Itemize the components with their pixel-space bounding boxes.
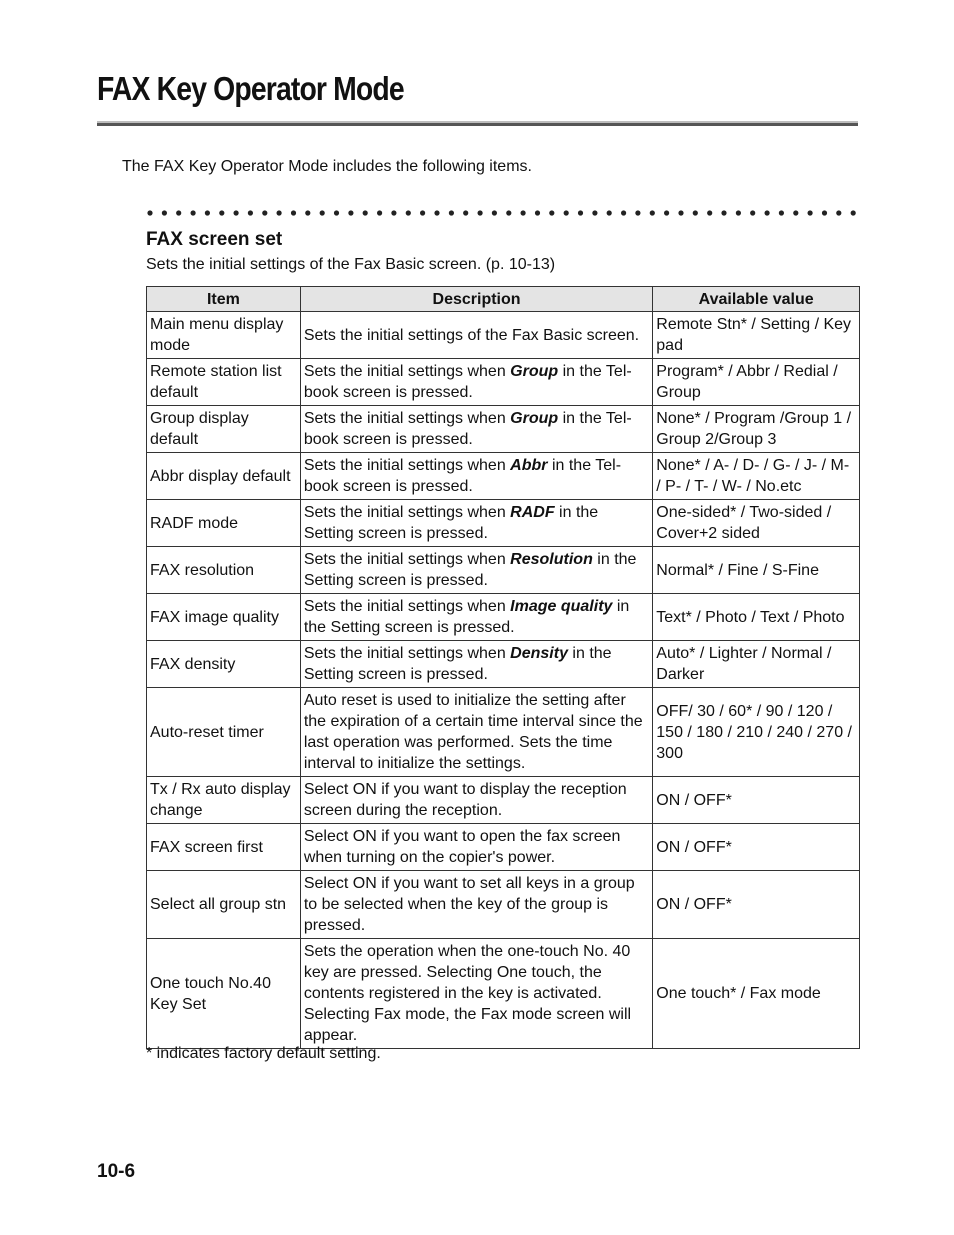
intro-text: The FAX Key Operator Mode includes the following items. bbox=[122, 158, 532, 175]
cell-item: FAX image quality bbox=[147, 594, 301, 641]
description-text: Sets the initial settings when bbox=[303, 645, 511, 662]
description-text: Sets the initial settings of the Fax Basic screen. bbox=[303, 326, 640, 344]
cell-item: Remote station list default bbox=[147, 359, 301, 406]
separator-dot bbox=[736, 210, 741, 215]
separator-dot bbox=[348, 210, 353, 215]
separator-dot bbox=[506, 210, 511, 215]
separator-dot bbox=[277, 210, 282, 215]
description-text: Select ON if you want to display the reception screen during the reception. bbox=[303, 781, 627, 819]
cell-item: Tx / Rx auto display change bbox=[147, 777, 301, 824]
separator-dot bbox=[248, 210, 253, 215]
page-number: 10-6 bbox=[97, 1161, 136, 1182]
description-text: in the Setting screen is pressed. bbox=[303, 504, 599, 542]
separator-dot bbox=[549, 210, 554, 215]
cell-item: FAX screen first bbox=[147, 824, 301, 871]
table-row bbox=[147, 312, 860, 359]
table-row bbox=[147, 547, 860, 594]
cell-available-value: ON / OFF* bbox=[653, 871, 860, 939]
separator-dot bbox=[793, 210, 798, 215]
separator-dot bbox=[219, 210, 224, 215]
cell-available-value: One-sided* / Two-sided / Cover+2 sided bbox=[653, 500, 860, 547]
cell-description bbox=[300, 500, 652, 547]
separator-dot bbox=[693, 210, 698, 215]
cell-description bbox=[300, 312, 652, 359]
description-text: in the Tel-book screen is pressed. bbox=[303, 457, 622, 495]
separator-dot bbox=[478, 210, 483, 215]
header-description: Description bbox=[300, 287, 652, 312]
separator-dot bbox=[305, 210, 310, 215]
dotted-separator bbox=[146, 209, 858, 217]
table-row bbox=[147, 594, 860, 641]
description-text: Sets the initial settings when bbox=[303, 551, 511, 568]
description-text: Sets the initial settings when bbox=[303, 457, 511, 474]
title-rule bbox=[97, 121, 858, 126]
cell-available-value: One touch* / Fax mode bbox=[653, 939, 860, 1049]
cell-description bbox=[300, 824, 652, 871]
description-key-name: Resolution bbox=[510, 551, 593, 568]
separator-dot bbox=[391, 210, 396, 215]
table-row bbox=[147, 500, 860, 547]
settings-table bbox=[146, 286, 860, 1049]
separator-dot bbox=[564, 210, 569, 215]
separator-dot bbox=[234, 210, 239, 215]
separator-dot bbox=[822, 210, 827, 215]
description-text: in the Tel-book screen is pressed. bbox=[303, 410, 632, 448]
separator-dot bbox=[650, 210, 655, 215]
separator-dot bbox=[320, 210, 325, 215]
description-text: Sets the initial settings when bbox=[303, 598, 511, 615]
separator-dot bbox=[721, 210, 726, 215]
description-key-name: Group bbox=[510, 410, 559, 427]
page-title: FAX Key Operator Mode bbox=[97, 70, 404, 107]
description-text: in the Tel-book screen is pressed. bbox=[303, 363, 632, 401]
cell-available-value: None* / Program /Group 1 / Group 2/Group 3 bbox=[653, 406, 860, 453]
separator-dot bbox=[750, 210, 755, 215]
description-text: Sets the initial settings when bbox=[303, 410, 511, 427]
separator-dot bbox=[635, 210, 640, 215]
description-text: in the Setting screen is pressed. bbox=[303, 551, 637, 589]
section-description: Sets the initial settings of the Fax Basic screen. (p. 10-13) bbox=[146, 256, 556, 273]
table-row bbox=[147, 359, 860, 406]
cell-item: Group display default bbox=[147, 406, 301, 453]
cell-item: One touch No.40 Key Set bbox=[147, 939, 301, 1049]
description-key-name: Image quality bbox=[510, 598, 613, 615]
table-row bbox=[147, 939, 860, 1049]
description-key-name: RADF bbox=[510, 504, 555, 521]
table-row bbox=[147, 406, 860, 453]
description-text: Select ON if you want to open the fax screen when turning on the copier's power. bbox=[303, 828, 621, 866]
description-text: Sets the initial settings when bbox=[303, 363, 511, 380]
description-text: Auto reset is used to initialize the setting after the expiration of a certain time interval since the last operation was performed. Sets the time interval to initialize the settings. bbox=[303, 692, 643, 772]
separator-dot bbox=[521, 210, 526, 215]
cell-item: Select all group stn bbox=[147, 871, 301, 939]
separator-dot bbox=[592, 210, 597, 215]
cell-description bbox=[300, 594, 652, 641]
separator-dot bbox=[205, 210, 210, 215]
description-text: Select ON if you want to set all keys in a group to be selected when the key of the group is pressed. bbox=[303, 875, 635, 934]
separator-dot bbox=[664, 210, 669, 215]
separator-dot bbox=[147, 210, 152, 215]
separator-dot bbox=[851, 210, 856, 215]
cell-description bbox=[300, 547, 652, 594]
cell-description bbox=[300, 406, 652, 453]
separator-dot bbox=[678, 210, 683, 215]
cell-available-value: Text* / Photo / Text / Photo bbox=[653, 594, 860, 641]
cell-available-value: None* / A- / D- / G- / J- / M- / P- / T- / W- / No.etc bbox=[653, 453, 860, 500]
description-key-name: Group bbox=[510, 363, 559, 380]
cell-item: FAX density bbox=[147, 641, 301, 688]
cell-available-value: ON / OFF* bbox=[653, 777, 860, 824]
cell-item: FAX resolution bbox=[147, 547, 301, 594]
table-header-row bbox=[147, 287, 860, 312]
separator-dot bbox=[779, 210, 784, 215]
separator-dot bbox=[808, 210, 813, 215]
description-text: in the Setting screen is pressed. bbox=[303, 645, 612, 683]
table-row bbox=[147, 453, 860, 500]
description-key-name: Density bbox=[510, 645, 568, 662]
description-key-name: Abbr bbox=[510, 457, 548, 474]
cell-description bbox=[300, 688, 652, 777]
cell-description bbox=[300, 777, 652, 824]
header-available-value: Available value bbox=[653, 287, 860, 312]
separator-dot bbox=[535, 210, 540, 215]
cell-available-value: Remote Stn* / Setting / Key pad bbox=[653, 312, 860, 359]
separator-dot bbox=[162, 210, 167, 215]
cell-item: Abbr display default bbox=[147, 453, 301, 500]
cell-available-value: Program* / Abbr / Redial / Group bbox=[653, 359, 860, 406]
cell-item: RADF mode bbox=[147, 500, 301, 547]
cell-available-value: ON / OFF* bbox=[653, 824, 860, 871]
cell-available-value: Normal* / Fine / S-Fine bbox=[653, 547, 860, 594]
separator-dot bbox=[420, 210, 425, 215]
separator-dot bbox=[377, 210, 382, 215]
cell-available-value: Auto* / Lighter / Normal / Darker bbox=[653, 641, 860, 688]
cell-item: Main menu display mode bbox=[147, 312, 301, 359]
cell-item: Auto-reset timer bbox=[147, 688, 301, 777]
section-title: FAX screen set bbox=[146, 229, 283, 250]
cell-description bbox=[300, 359, 652, 406]
separator-dot bbox=[836, 210, 841, 215]
separator-dot bbox=[449, 210, 454, 215]
separator-dot bbox=[262, 210, 267, 215]
separator-dot bbox=[176, 210, 181, 215]
footnote: * indicates factory default setting. bbox=[146, 1045, 381, 1062]
separator-dot bbox=[578, 210, 583, 215]
table-row bbox=[147, 777, 860, 824]
cell-description bbox=[300, 871, 652, 939]
separator-dot bbox=[406, 210, 411, 215]
header-item: Item bbox=[147, 287, 301, 312]
cell-available-value: OFF/ 30 / 60* / 90 / 120 / 150 / 180 / 210 / 240 / 270 / 300 bbox=[653, 688, 860, 777]
separator-dot bbox=[707, 210, 712, 215]
separator-dot bbox=[291, 210, 296, 215]
separator-dot bbox=[765, 210, 770, 215]
separator-dot bbox=[191, 210, 196, 215]
separator-dot bbox=[492, 210, 497, 215]
separator-dot bbox=[607, 210, 612, 215]
table-row bbox=[147, 688, 860, 777]
separator-dot bbox=[621, 210, 626, 215]
table-row bbox=[147, 824, 860, 871]
description-text: Sets the initial settings when bbox=[303, 504, 511, 521]
description-text: Sets the operation when the one-touch No. 40 key are pressed. Selecting One touch, the contents registered in the key is activated. Selecting Fax mode, the Fax mode screen will appear. bbox=[303, 943, 632, 1044]
table-row bbox=[147, 641, 860, 688]
table-row bbox=[147, 871, 860, 939]
separator-dot bbox=[463, 210, 468, 215]
cell-description bbox=[300, 939, 652, 1049]
cell-description bbox=[300, 453, 652, 500]
description-text: in the Setting screen is pressed. bbox=[303, 598, 630, 636]
separator-dot bbox=[334, 210, 339, 215]
separator-dot bbox=[434, 210, 439, 215]
cell-description bbox=[300, 641, 652, 688]
separator-dot bbox=[363, 210, 368, 215]
